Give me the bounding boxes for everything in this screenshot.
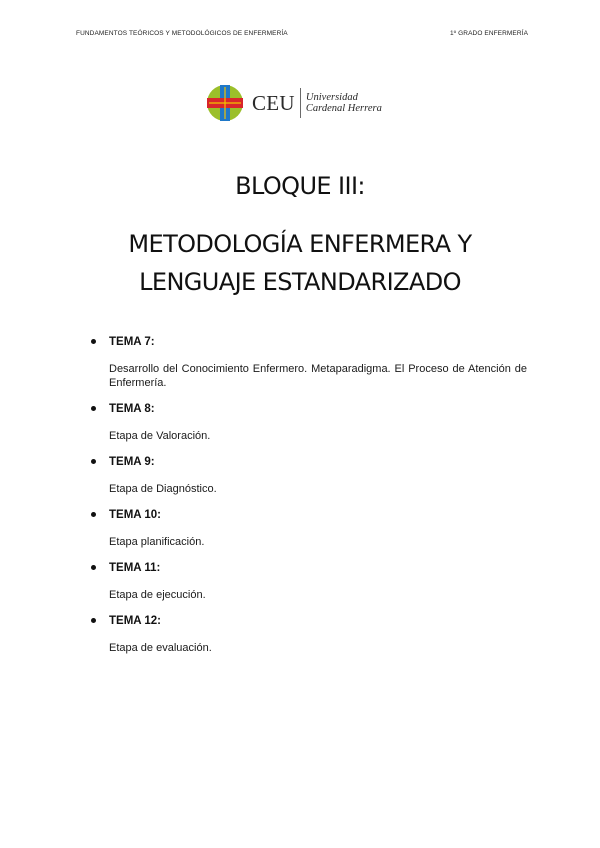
topic-description: Etapa planificación.	[109, 536, 205, 548]
topic-title: TEMA 12:	[109, 615, 161, 627]
university-seal-icon	[207, 85, 243, 121]
bullet-icon	[91, 339, 96, 344]
bullet-icon	[91, 618, 96, 623]
topic-item	[109, 561, 527, 602]
logo-university-line2: Cardenal Herrera	[305, 103, 382, 114]
topic-item	[109, 614, 527, 655]
topic-title: TEMA 9:	[109, 456, 155, 468]
title-line-3: LENGUAJE ESTANDARIZADO	[139, 268, 461, 296]
topic-description: Desarrollo del Conocimiento Enfermero. Metaparadigma. El Proceso de Atención de Enfermería.	[109, 363, 527, 389]
topic-item	[109, 455, 527, 496]
bullet-icon	[91, 459, 96, 464]
topic-list	[0, 335, 600, 655]
topic-title: TEMA 8:	[109, 403, 155, 415]
topic-title: TEMA 7:	[109, 336, 155, 348]
course-title: FUNDAMENTOS TEÓRICOS Y METODOLÓGICOS DE ENFERMERÍA	[76, 30, 288, 37]
logo-university-name	[306, 92, 382, 114]
topic-item	[109, 335, 527, 390]
bullet-icon	[91, 565, 96, 570]
bullet-icon	[91, 512, 96, 517]
university-logo	[207, 84, 382, 122]
bullet-icon	[91, 406, 96, 411]
topic-description: Etapa de evaluación.	[109, 642, 212, 654]
page-header	[76, 30, 528, 37]
topic-description: Etapa de Diagnóstico.	[109, 483, 217, 495]
topic-title: TEMA 10:	[109, 509, 161, 521]
logo-divider	[300, 88, 301, 118]
topic-item	[109, 402, 527, 443]
logo-ceu-text: CEU	[252, 90, 295, 115]
title-line-1: BLOQUE III:	[235, 172, 365, 200]
block-title	[0, 166, 600, 294]
topic-item	[109, 508, 527, 549]
logo-university-line1: Universidad	[305, 92, 358, 103]
topic-title: TEMA 11:	[109, 562, 161, 574]
title-line-2: METODOLOGÍA ENFERMERA Y	[128, 230, 472, 258]
course-grade: 1º GRADO ENFERMERÍA	[450, 30, 528, 37]
topic-description: Etapa de ejecución.	[109, 589, 206, 601]
topic-description: Etapa de Valoración.	[109, 430, 211, 442]
